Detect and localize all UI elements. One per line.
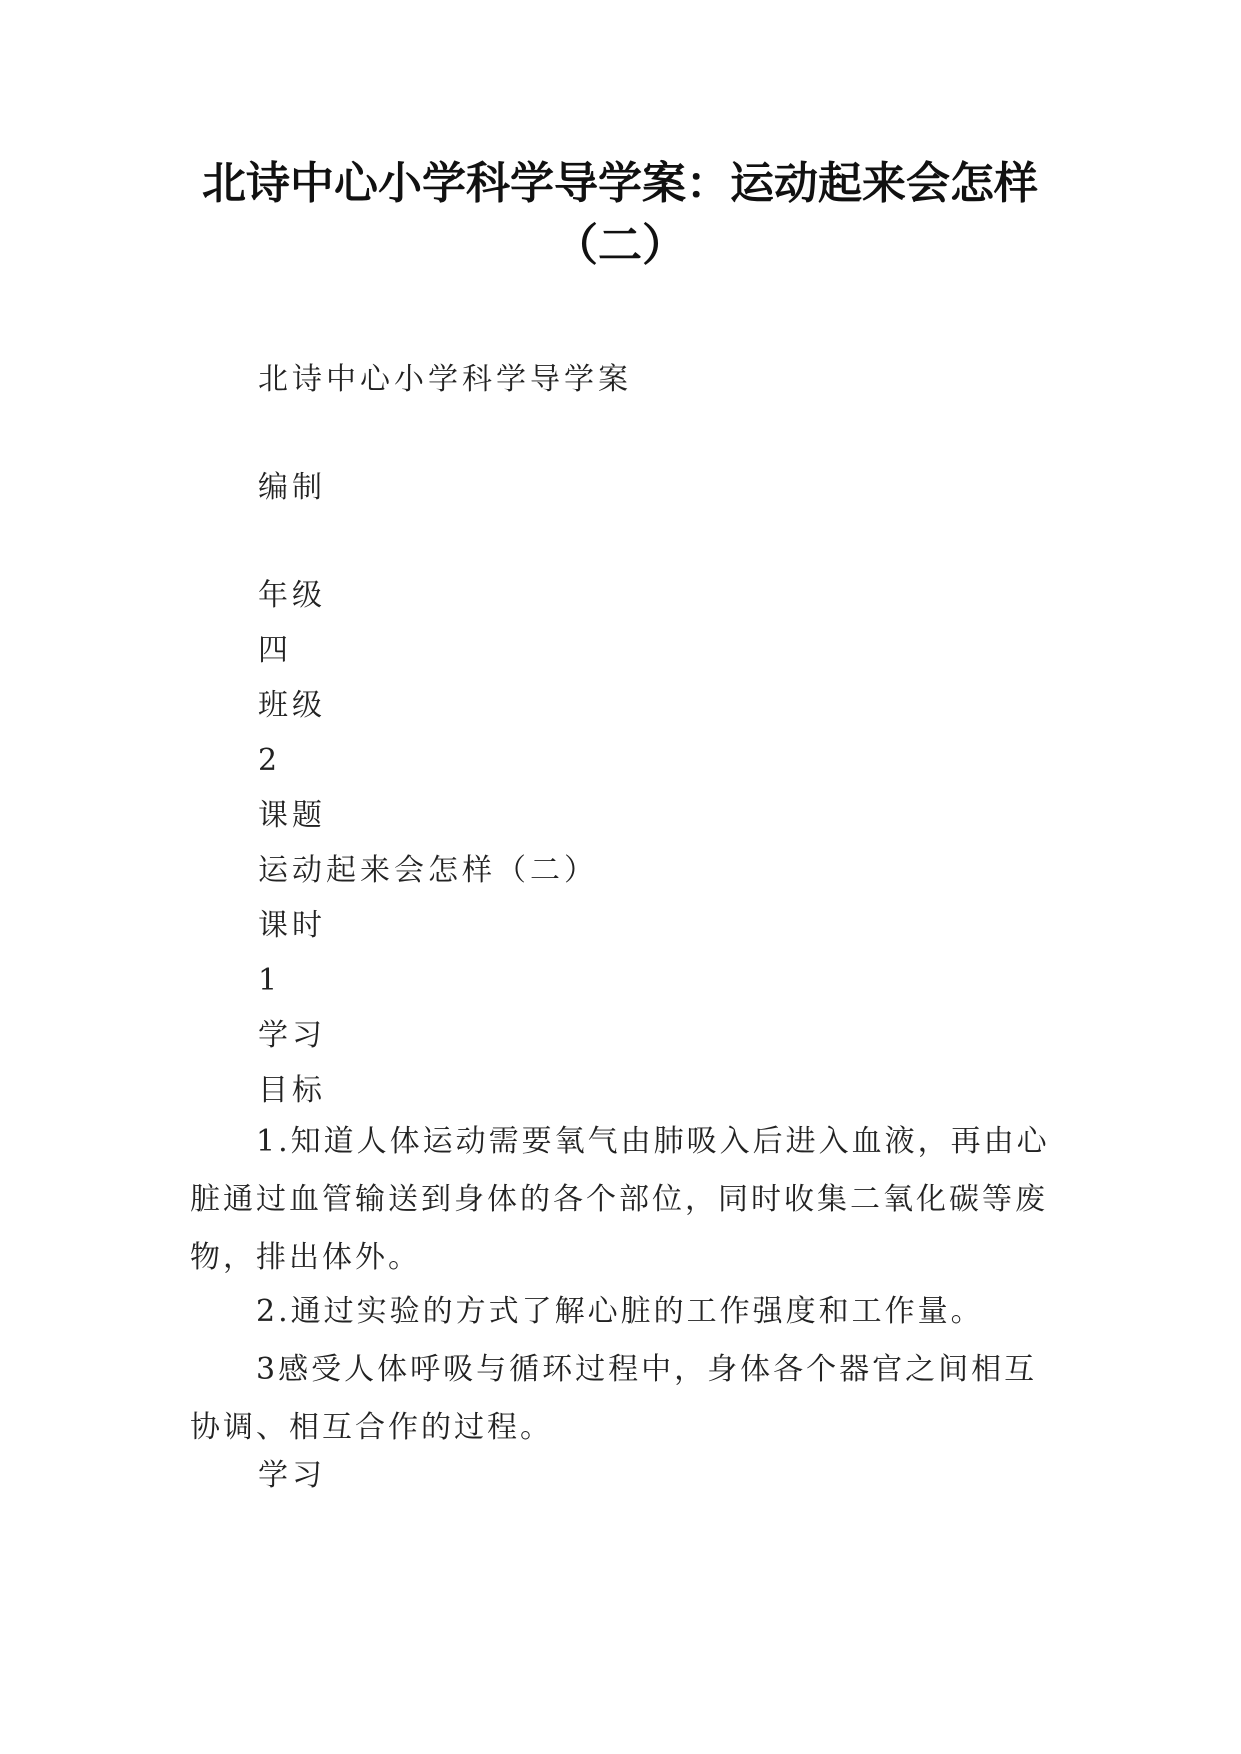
school-name: 北诗中心小学科学导学案	[258, 362, 632, 397]
goal-label-line-1: 学习	[258, 1018, 326, 1053]
compiled-label: 编制	[258, 470, 326, 505]
goal-label-line-2: 目标	[258, 1073, 326, 1108]
class-label: 班级	[258, 688, 326, 723]
study-label: 学习	[258, 1458, 326, 1493]
grade-value: 四	[258, 633, 292, 668]
period-label: 课时	[258, 908, 326, 943]
learning-goal-2: 2.通过实验的方式了解心脏的工作强度和工作量。	[256, 1294, 984, 1329]
grade-label: 年级	[258, 578, 326, 613]
topic-label: 课题	[258, 798, 326, 833]
document-title-line-2: （二）	[554, 220, 686, 271]
topic-value: 运动起来会怎样（二）	[258, 853, 598, 888]
class-value: 2	[258, 743, 282, 778]
period-value: 1	[258, 963, 282, 998]
learning-goal-3: 3感受人体呼吸与循环过程中，身体各个器官之间相互协调、相互合作的过程。	[190, 1352, 1038, 1445]
learning-goal-1: 1.知道人体运动需要氧气由肺吸入后进入血液，再由心脏通过血管输送到身体的各个部位，同时收集二氧化碳等废物，排出体外。	[190, 1124, 1050, 1275]
document-title-line-1: 北诗中心小学科学导学案：运动起来会怎样	[202, 158, 1038, 209]
